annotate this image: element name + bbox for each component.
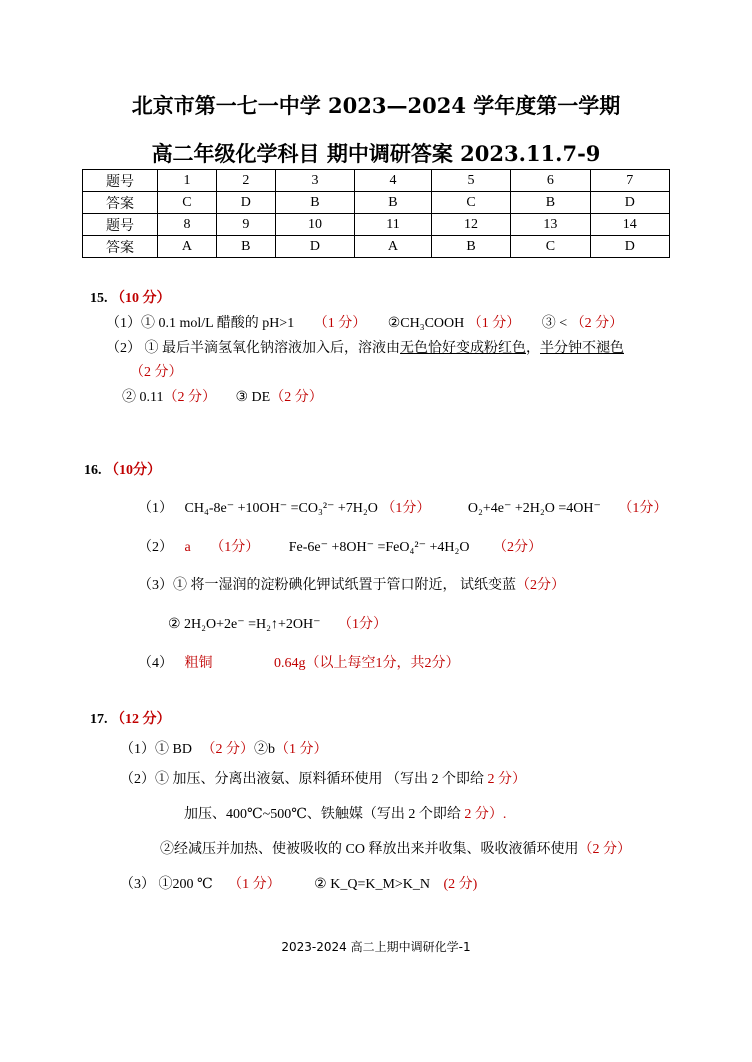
points: （2 分） bbox=[270, 390, 323, 405]
table-cell: 7 bbox=[590, 170, 669, 192]
question-number: 16. bbox=[84, 463, 102, 478]
q17-line-5 bbox=[120, 873, 477, 893]
table-row bbox=[83, 192, 670, 214]
document-title: 北京市第一七一中学 2023—2024 学年度第一学期 bbox=[131, 93, 621, 118]
equation: ② 2H₂O+2e⁻ =H₂↑+2OH⁻ bbox=[168, 617, 321, 632]
table-row bbox=[83, 236, 670, 258]
table-cell: 12 bbox=[431, 214, 510, 236]
q15-line-2-points: （2 分） bbox=[130, 365, 183, 380]
underlined-answer: 无色恰好变成粉红色 bbox=[400, 341, 526, 356]
q15-heading bbox=[90, 287, 171, 307]
points: （1 分） bbox=[313, 316, 367, 331]
answer-text: ② 0.11 bbox=[122, 390, 164, 405]
question-score: （10分） bbox=[105, 463, 161, 478]
points: （1分） bbox=[381, 501, 431, 516]
answer-text: a bbox=[184, 540, 191, 555]
answer-text: 0.64g（以上每空1分，共2分） bbox=[274, 656, 460, 671]
answer-text: ③ DE bbox=[235, 390, 271, 405]
table-cell: 14 bbox=[590, 214, 669, 236]
q15-line-3 bbox=[122, 386, 323, 406]
q15-line-1 bbox=[106, 312, 623, 332]
table-cell: C bbox=[511, 236, 590, 258]
answer-text: ②CH₃COOH bbox=[387, 316, 465, 331]
question-number: 17. bbox=[90, 712, 108, 727]
q17-line-3 bbox=[184, 803, 506, 823]
points: (2 分) bbox=[443, 877, 478, 892]
table-cell: 10 bbox=[275, 214, 354, 236]
table-cell: 11 bbox=[355, 214, 432, 236]
table-cell: D bbox=[275, 236, 354, 258]
table-cell: B bbox=[511, 192, 590, 214]
points: （2 分） bbox=[201, 742, 254, 757]
answer-text: 粗铜 bbox=[184, 656, 213, 671]
table-cell: B bbox=[275, 192, 354, 214]
answer-text: ② K_Q=K_M>K_N bbox=[314, 877, 431, 892]
table-cell: 4 bbox=[355, 170, 432, 192]
q16-line-1 bbox=[138, 497, 667, 517]
table-cell: D bbox=[590, 192, 669, 214]
table-cell: 6 bbox=[511, 170, 590, 192]
q17-line-4 bbox=[160, 838, 631, 858]
table-cell: B bbox=[431, 236, 510, 258]
answer-text: （2）① 加压、分离出液氨、原料循环使用 （写出 2 个即给 bbox=[120, 772, 484, 787]
table-cell: 9 bbox=[216, 214, 275, 236]
table-cell: 13 bbox=[511, 214, 590, 236]
equation: O₂+4e⁻ +2H₂O =4OH⁻ bbox=[467, 501, 601, 516]
q16-line-4 bbox=[168, 613, 387, 633]
points: （2分） bbox=[492, 540, 542, 555]
underlined-answer: 半分钟不褪色 bbox=[540, 341, 624, 356]
answer-text: ②b bbox=[253, 742, 275, 757]
answer-text: 加压、400℃~500℃、铁触媒（写出 2 个即给 bbox=[184, 807, 461, 822]
table-cell: B bbox=[216, 236, 275, 258]
points: （1 分） bbox=[467, 316, 521, 331]
answer-label: （4） bbox=[138, 656, 173, 671]
answer-text: ③ < bbox=[541, 316, 568, 331]
answer-text: （3）① 将一湿润的淀粉碘化钾试纸置于管口附近， 试纸变蓝 bbox=[138, 578, 516, 593]
table-cell: D bbox=[216, 192, 275, 214]
q17-heading bbox=[90, 708, 171, 728]
table-cell: D bbox=[590, 236, 669, 258]
points: 2 分） bbox=[487, 772, 526, 787]
question-score: （12 分） bbox=[111, 712, 171, 727]
q16-line-3 bbox=[138, 574, 565, 594]
document-subtitle: 高二年级化学科目 期中调研答案 2023.11.7-9 bbox=[151, 141, 601, 166]
answer-text: ②经减压并加热、使被吸收的 CO 释放出来并收集、吸收液循环使用 bbox=[160, 842, 579, 857]
question-score: （10 分） bbox=[111, 291, 171, 306]
answer-text: （3） ①200 ℃ bbox=[120, 877, 213, 892]
q16-line-2 bbox=[138, 536, 542, 556]
points: （2分） bbox=[516, 578, 565, 593]
table-cell: C bbox=[158, 192, 217, 214]
table-cell: A bbox=[355, 236, 432, 258]
equation: Fe-6e⁻ +8OH⁻ =FeO₄²⁻ +4H₂O bbox=[288, 540, 470, 555]
answer-label: （1） bbox=[138, 501, 173, 516]
q15-line-2 bbox=[106, 337, 624, 357]
points: （1 分） bbox=[228, 877, 281, 892]
table-cell: B bbox=[355, 192, 432, 214]
points: （1 分） bbox=[274, 742, 328, 757]
answer-text: ， bbox=[526, 341, 540, 356]
table-cell: 题号 bbox=[83, 214, 158, 236]
table-cell: A bbox=[158, 236, 217, 258]
answer-text: （1）① BD bbox=[120, 742, 192, 757]
answer-text: （1）① 0.1 mol/L 醋酸的 pH>1 bbox=[106, 316, 295, 331]
question-number: 15. bbox=[90, 291, 108, 306]
points: （2 分） bbox=[578, 842, 631, 857]
answer-table bbox=[82, 169, 670, 258]
points: （1分） bbox=[338, 617, 388, 632]
answer-text: （2） ① 最后半滴氢氧化钠溶液加入后，溶液由 bbox=[106, 341, 400, 356]
q17-line-1 bbox=[120, 738, 327, 758]
points: （2 分） bbox=[570, 316, 624, 331]
table-cell: 题号 bbox=[83, 170, 158, 192]
table-cell: 2 bbox=[216, 170, 275, 192]
q16-heading bbox=[84, 459, 161, 479]
table-cell: 8 bbox=[158, 214, 217, 236]
table-cell: C bbox=[431, 192, 510, 214]
table-cell: 答案 bbox=[83, 236, 158, 258]
q16-line-5 bbox=[138, 652, 460, 672]
points: （2 分） bbox=[163, 390, 216, 405]
table-cell: 答案 bbox=[83, 192, 158, 214]
points: 2 分）. bbox=[464, 807, 507, 822]
equation: CH₄-8e⁻ +10OH⁻ =CO₃²⁻ +7H₂O bbox=[184, 501, 378, 516]
table-cell: 5 bbox=[431, 170, 510, 192]
table-cell: 3 bbox=[275, 170, 354, 192]
points: （1分） bbox=[618, 501, 668, 516]
q17-line-2 bbox=[120, 768, 526, 788]
table-cell: 1 bbox=[158, 170, 217, 192]
page-footer: 2023-2024 高二上期中调研化学-1 bbox=[281, 940, 471, 954]
table-row bbox=[83, 214, 670, 236]
points: （1分） bbox=[210, 540, 260, 555]
answer-label: （2） bbox=[138, 540, 173, 555]
table-row bbox=[83, 170, 670, 192]
